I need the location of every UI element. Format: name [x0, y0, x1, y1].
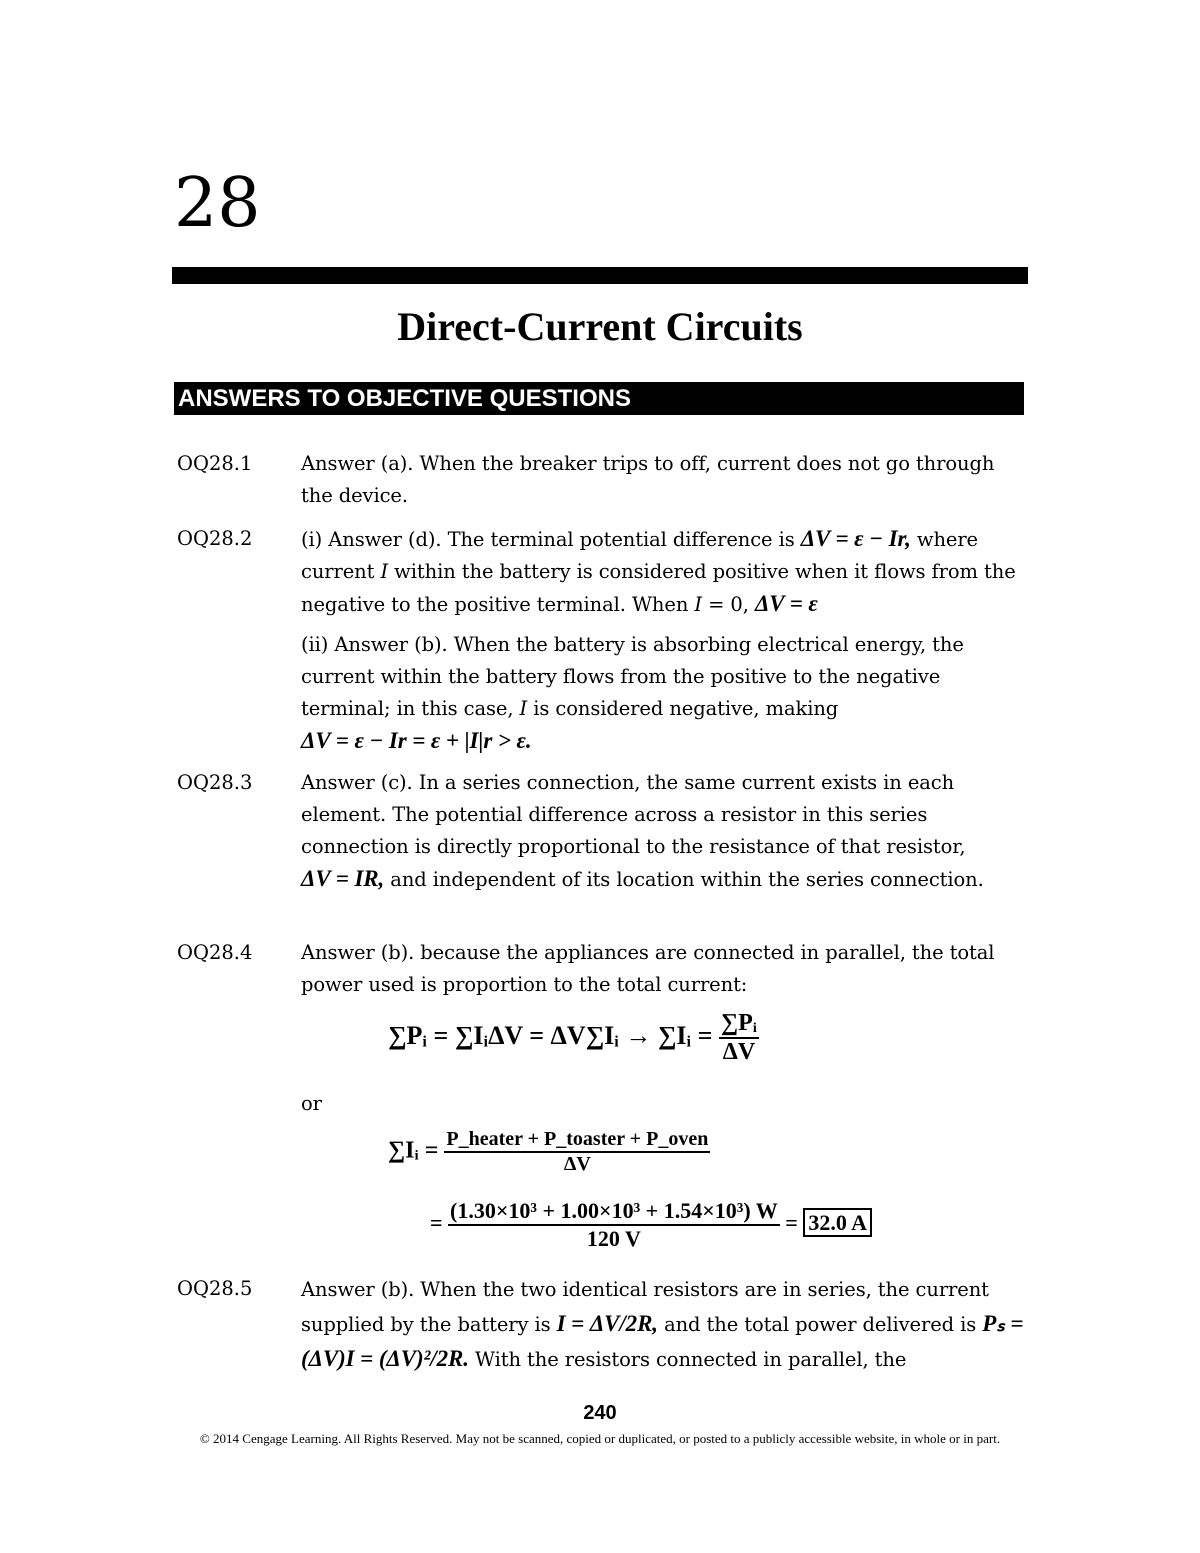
question-text: Answer (a). When the breaker trips to off, current does not go through the device. [301, 452, 995, 507]
equation-sum-current: ∑Iᵢ = $\frac{\text{P\_heater + P\_toaster + P\_oven}}{\Delta V}$ [388, 1128, 709, 1175]
chapter-number: 28 [174, 164, 261, 243]
question-text: Answer (b). When the two identical resistors are in series, the current supplied by the battery is I = ΔV/2R, and the total power delivered is Pₛ = (ΔV)I = (ΔV)²/2R. With the resistors connected in parallel, the [301, 1278, 1024, 1371]
equation: ΔV = ε − Ir = ε + |I|r > ε. [301, 728, 532, 753]
part-marker: ii [308, 633, 321, 656]
copyright-notice: © 2014 Cengage Learning. All Rights Reserved. May not be scanned, copied or duplicated, or posted to a publicly accessible website, in whole or in part. [199, 1431, 1001, 1446]
title-rule [172, 267, 1028, 284]
equation-numeric: = $\frac{\text{(1.30×10³ + 1.00×10³ + 1.54×10³) W}}{120 V}$ = 32.0 A [430, 1198, 872, 1252]
question-text: (i) Answer (d). The terminal potential difference is ΔV = ε − Ir, where current I within the battery is considered positive when it flows from the negative to the positive terminal. When I = 0, ΔV = ε [301, 526, 1016, 616]
equation: ΔV = ε − Ir, [800, 526, 911, 551]
equation-sum-power: ∑Pᵢ = ∑IᵢΔV = ΔV∑Iᵢ → ∑Iᵢ = $\frac{\text{∑Pᵢ}}{\Delta V}$ [388, 1010, 757, 1065]
question-label: OQ28.3 [177, 771, 253, 794]
equation: ΔV = ε [754, 591, 818, 616]
or-text: or [301, 1092, 322, 1115]
chapter-title: Direct-Current Circuits [397, 304, 803, 349]
question-label: OQ28.5 [177, 1277, 253, 1300]
question-label: OQ28.4 [177, 941, 253, 964]
equation: Pₛ = (ΔV)I = (ΔV)²/2R. [301, 1311, 1024, 1371]
section-banner: ANSWERS TO OBJECTIVE QUESTIONS [174, 382, 1024, 415]
question-text: Answer (c). In a series connection, the same current exists in each element. The potential difference across a resistor in this series connection is directly proportional to the resistance of that resistor, ΔV = IR, and independent of its location within the series connection. [301, 771, 984, 891]
question-text: Answer (b). because the appliances are connected in parallel, the total power used is proportion to the total current: [301, 941, 995, 996]
equation: ΔV = IR, [301, 866, 385, 891]
equation: I = ΔV/2R, [556, 1311, 658, 1336]
page-number: 240 [583, 1402, 617, 1424]
boxed-result: 32.0 A [803, 1208, 872, 1237]
question-label: OQ28.1 [177, 452, 253, 475]
question-label: OQ28.2 [177, 527, 253, 550]
question-text: (ii) Answer (b). When the battery is absorbing electrical energy, the current within the battery flows from the positive to the negative terminal; in this case, I is considered negative, making ΔV = ε − Ir = ε + |I|r > ε. [301, 633, 964, 753]
part-marker: i [308, 528, 315, 551]
